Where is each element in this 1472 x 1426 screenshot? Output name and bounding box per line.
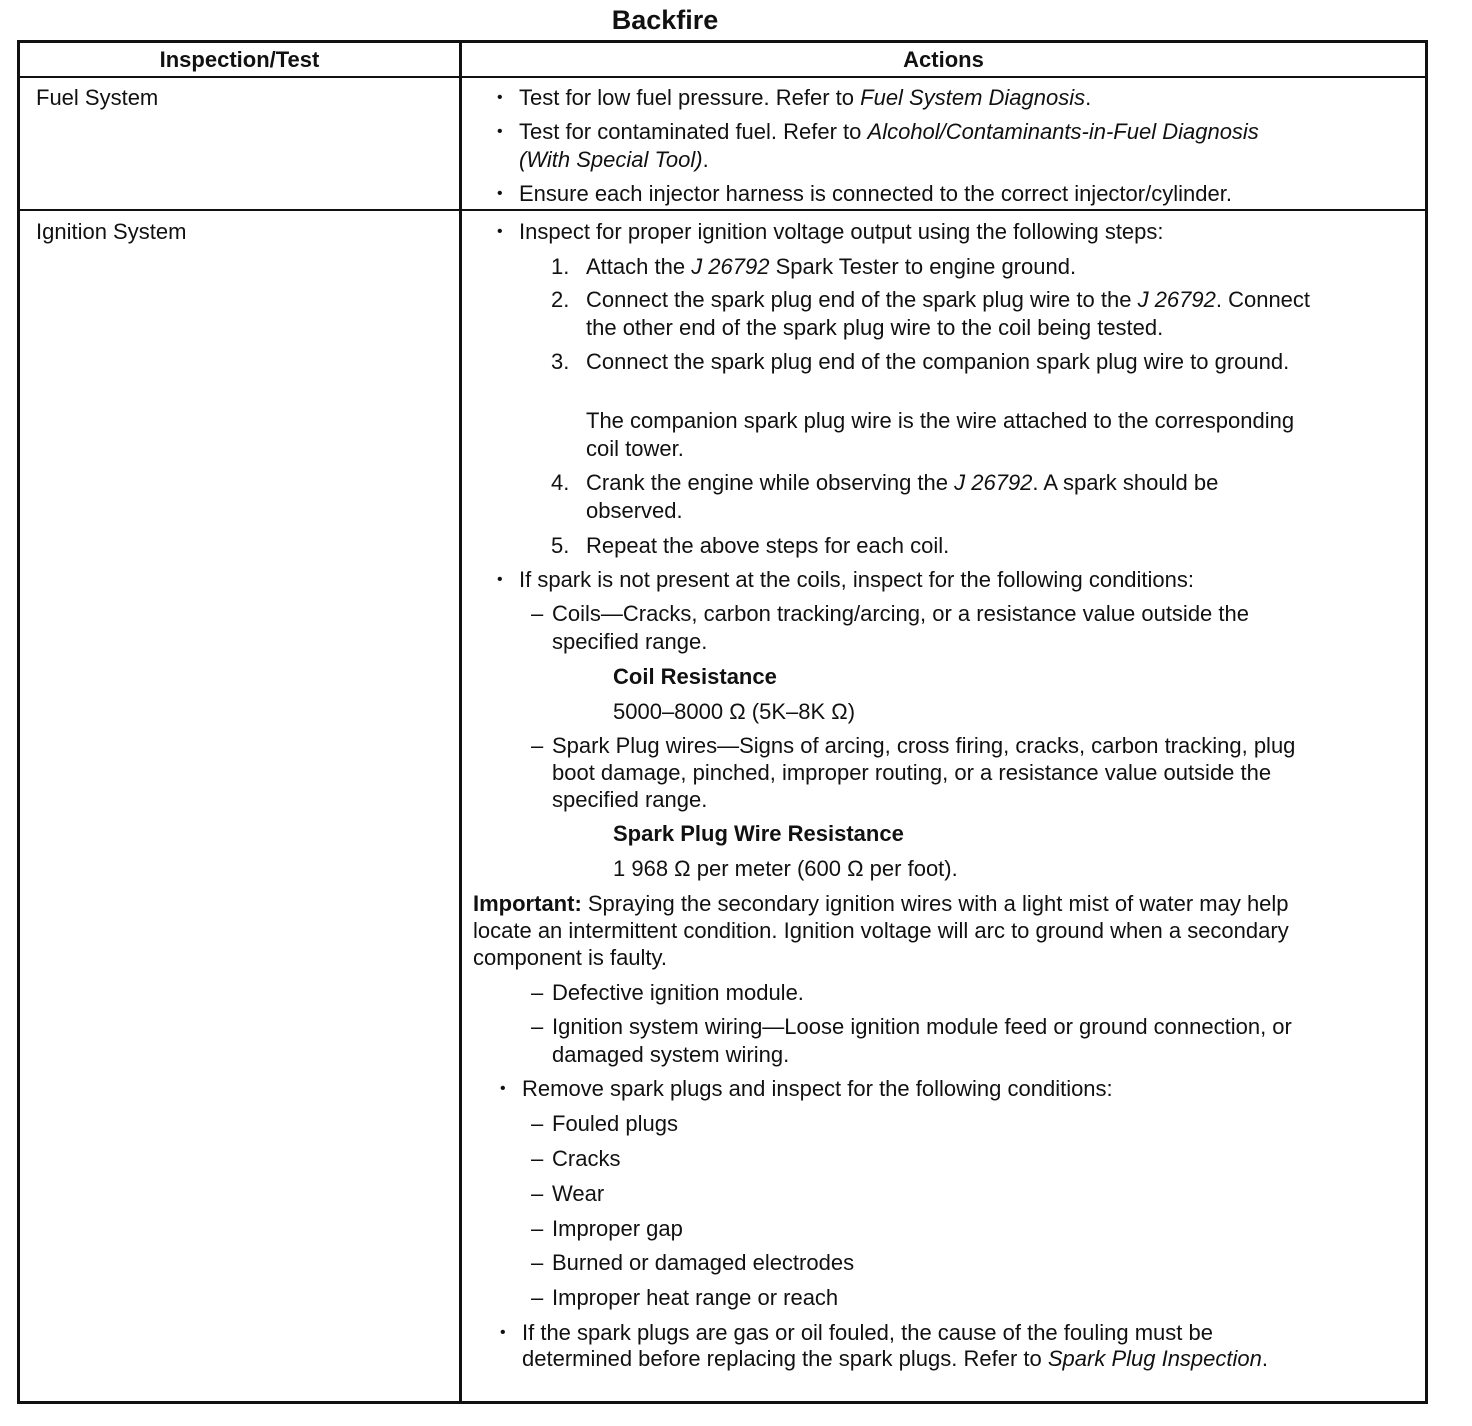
step-number: 1. [551,254,570,279]
important-text: Spraying the secondary ignition wires with a light mist of water may help [581,891,1289,916]
fuel-action-2 [519,118,1259,146]
table-right-border [1425,40,1428,1404]
ignition-action-3: Remove spark plugs and inspect for the following conditions: [522,1076,1113,1101]
step-text: Attach the [586,254,692,279]
ignition-action-1: Inspect for proper ignition voltage output using the following steps: [519,219,1164,244]
step-number: 2. [551,287,570,312]
fuel-system-diagnosis-ref: Fuel System Diagnosis [860,85,1086,110]
page-title: Backfire [611,5,719,35]
tool-ref: J 26792 [954,470,1033,495]
plug-condition: Improper gap [552,1216,683,1241]
step-5: Repeat the above steps for each coil. [586,533,950,558]
step-text: . A spark should be [1032,470,1219,495]
spark-plug-inspection-ref: Spark Plug Inspection [1047,1346,1262,1371]
fuel-action-1-text: Test for low fuel pressure. Refer to [519,85,861,110]
bullet: • [497,89,503,106]
fuel-action-2-line2 [519,146,709,174]
plug-condition: Burned or damaged electrodes [552,1250,855,1275]
step-number: 3. [551,349,570,374]
bullet: • [497,571,503,588]
special-tool-ref: (With Special Tool) [519,147,703,172]
period: . [1085,85,1092,110]
coil-resistance-value: 5000–8000 Ω (5K–8K Ω) [613,699,856,724]
row-label-ignition-system: Ignition System [36,219,187,244]
ignition-action-4-line1: If the spark plugs are gas or oil fouled, the cause of the fouling must be [522,1320,1213,1345]
wire-resistance-value: 1 968 Ω per meter (600 Ω per foot). [613,856,958,881]
plug-condition: Improper heat range or reach [552,1285,839,1310]
step-3-note-line2: coil tower. [586,436,684,461]
coils-condition-line1: Coils—Cracks, carbon tracking/arcing, or a resistance value outside the [552,601,1249,626]
contaminants-diagnosis-ref: Alcohol/Contaminants-in-Fuel Diagnosis [867,119,1259,144]
important-label: Important: [473,891,582,916]
step-text: Crank the engine while observing the [586,470,955,495]
bullet: • [497,185,503,202]
dash: – [531,1014,544,1039]
wires-condition-line1: Spark Plug wires—Signs of arcing, cross firing, cracks, carbon tracking, plug [552,733,1296,758]
fuel-action-3: Ensure each injector harness is connected to the correct injector/cylinder. [519,181,1232,206]
step-number: 4. [551,470,570,495]
dash: – [531,733,544,758]
wires-condition-line3: specified range. [552,787,708,812]
plug-condition: Fouled plugs [552,1111,678,1136]
row-label-fuel-system: Fuel System [36,85,159,110]
important-note-line1 [473,890,1289,918]
tool-ref: J 26792 [691,254,770,279]
wiring-condition-line1: Ignition system wiring—Loose ignition module feed or ground connection, or [552,1014,1292,1039]
table-top-border [17,40,1428,43]
step-2-line2: the other end of the spark plug wire to the coil being tested. [586,315,1164,340]
plug-condition: Wear [552,1181,605,1206]
step-text: Connect the spark plug end of the spark plug wire to the [586,287,1138,312]
step-1 [586,253,1076,281]
dash: – [531,1216,544,1241]
dash: – [531,1285,544,1310]
step-4-line2: observed. [586,498,683,523]
wiring-condition-line2: damaged system wiring. [552,1042,790,1067]
dash: – [531,601,544,626]
coils-condition-line2: specified range. [552,629,708,654]
step-3: Connect the spark plug end of the companion spark plug wire to ground. [586,349,1290,374]
step-number: 5. [551,533,570,558]
header-inspection: Inspection/Test [159,47,320,72]
dash: – [531,1181,544,1206]
action-text: determined before replacing the spark plugs. Refer to [522,1346,1048,1371]
wire-resistance-label: Spark Plug Wire Resistance [613,821,904,846]
coil-resistance-label: Coil Resistance [613,664,777,689]
dash: – [531,1146,544,1171]
ignition-action-2: If spark is not present at the coils, inspect for the following conditions: [519,567,1195,592]
table-bottom-border [17,1401,1428,1404]
wires-condition-line2: boot damage, pinched, improper routing, or a resistance value outside the [552,760,1272,785]
bullet: • [497,123,503,140]
period: . [702,147,709,172]
dash: – [531,1250,544,1275]
table-left-border [17,40,20,1404]
header-divider [17,76,1428,78]
header-actions: Actions [903,47,984,72]
step-text: . Connect [1215,287,1311,312]
step-3-note-line1: The companion spark plug wire is the wire attached to the corresponding [586,408,1295,433]
ignition-action-4-line2 [522,1345,1268,1373]
plug-condition: Cracks [552,1146,621,1171]
dash: – [531,980,544,1005]
fuel-action-2-text: Test for contaminated fuel. Refer to [519,119,868,144]
row-divider [17,209,1428,211]
dash: – [531,1111,544,1136]
step-text: Spark Tester to engine ground. [769,254,1077,279]
important-note-line2: locate an intermittent condition. Ignition voltage will arc to ground when a secondary [473,918,1289,943]
column-divider [459,40,462,1404]
fuel-action-1 [519,84,1091,112]
step-4 [586,469,1218,497]
important-note-line3: component is faulty. [473,945,668,970]
tool-ref: J 26792 [1137,287,1216,312]
period: . [1261,1346,1269,1371]
step-2 [586,286,1310,314]
bullet: • [497,223,503,240]
module-condition: Defective ignition module. [552,980,804,1005]
bullet: • [500,1324,506,1341]
bullet: • [500,1080,506,1097]
